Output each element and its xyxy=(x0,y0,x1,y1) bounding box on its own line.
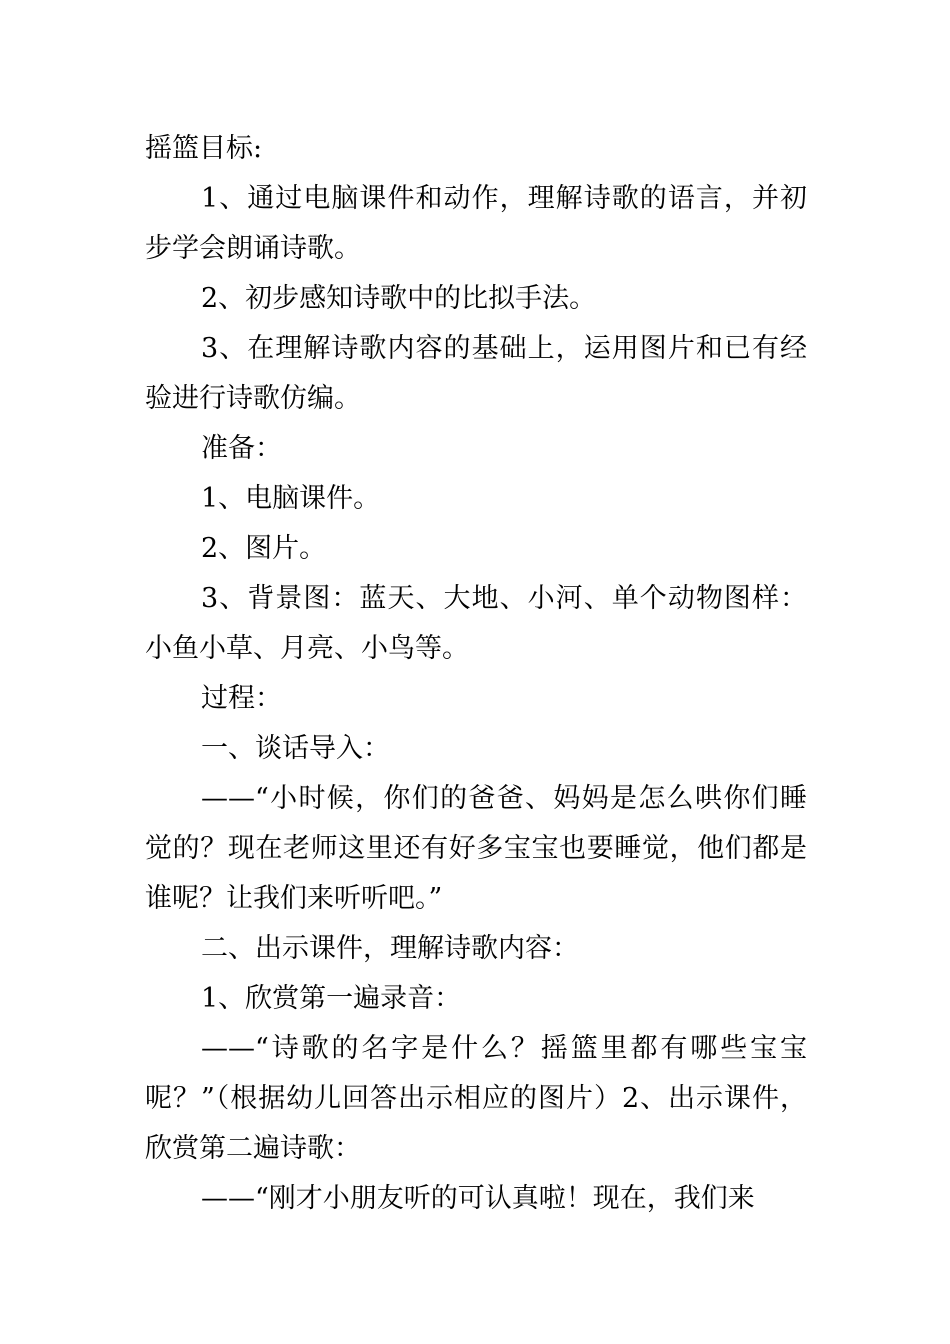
paragraph-goals-heading: 摇篮目标: xyxy=(145,133,263,164)
paragraph-process-heading: 过程： xyxy=(201,683,282,714)
paragraph-step-2-1: 1、欣赏第一遍录音： xyxy=(201,983,462,1014)
paragraph-step-2-1-dialogue: ——“诗歌的名字是什么？摇篮里都有哪些宝宝呢？”（根据幼儿回答出示相应的图片）2、出示课件，欣赏第二遍诗歌： xyxy=(145,1033,807,1164)
paragraph-preparation-1: 1、电脑课件。 xyxy=(201,483,381,514)
paragraph-preparation-2: 2、图片。 xyxy=(201,533,327,564)
paragraph-step-2-heading: 二、出示课件，理解诗歌内容： xyxy=(201,933,579,964)
paragraph-step-1-dialogue: ——“小时候，你们的爸爸、妈妈是怎么哄你们睡觉的？现在老师这里还有好多宝宝也要睡觉，他们都是谁呢？让我们来听听吧。” xyxy=(145,783,807,914)
paragraph-goal-1: 1、通过电脑课件和动作，理解诗歌的语言，并初步学会朗诵诗歌。 xyxy=(145,183,807,264)
document-body xyxy=(145,124,807,1224)
paragraph-goal-2: 2、初步感知诗歌中的比拟手法。 xyxy=(201,283,597,314)
paragraph-preparation-3: 3、背景图：蓝天、大地、小河、单个动物图样：小鱼小草、月亮、小鸟等。 xyxy=(145,583,807,664)
paragraph-step-1-heading: 一、谈话导入： xyxy=(201,733,390,764)
paragraph-preparation-heading: 准备： xyxy=(201,433,282,464)
paragraph-step-2-2-dialogue: ——“刚才小朋友听的可认真啦！现在，我们来 xyxy=(201,1183,755,1214)
paragraph-goal-3: 3、在理解诗歌内容的基础上，运用图片和已有经验进行诗歌仿编。 xyxy=(145,333,807,414)
